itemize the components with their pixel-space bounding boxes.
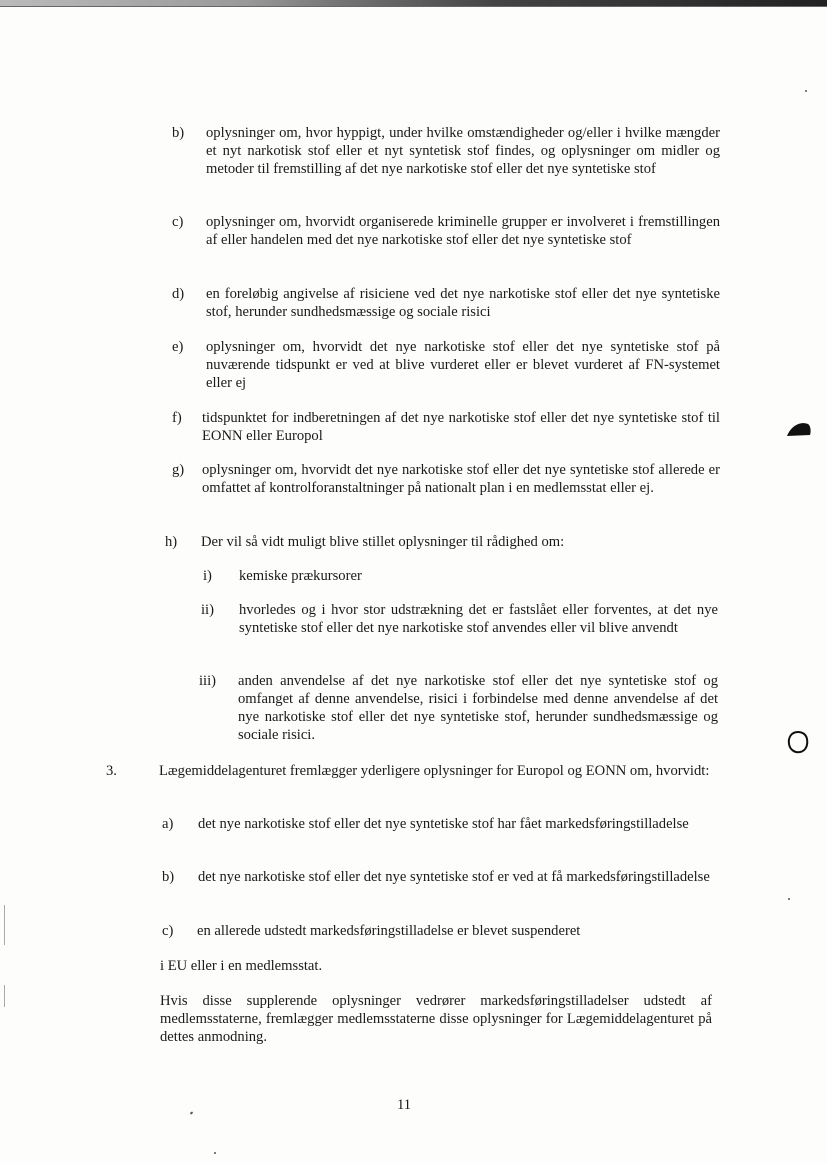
item-text: oplysninger om, hvorvidt det nye narkotiske stof eller det nye syntetiske stof allerede er omfattet af kontrolforanstaltninger på nationalt plan i en medlemsstat eller ej. xyxy=(202,462,720,496)
item-text: tidspunktet for indberetningen af det nye narkotiske stof eller det nye syntetiske stof til EONN eller Europol xyxy=(202,410,720,444)
item-label: d) xyxy=(172,286,185,302)
scan-circle-icon xyxy=(786,729,810,755)
scan-dot xyxy=(214,1152,216,1154)
scan-left-edge-line xyxy=(4,985,5,1007)
list-item-c xyxy=(172,213,720,267)
sub-item-text: hvorledes og i hvor stor udstrækning det er fastslået eller forventes, at det nye syntetiske stof eller det nye narkotiske stof anvendes eller vil blive anvendt xyxy=(239,602,718,636)
item-text: oplysninger om, hvorvidt det nye narkotiske stof eller det nye syntetiske stof på nuværende tidspunkt er ved at blive vurderet eller er blevet vurderet af FN-systemet eller ej xyxy=(206,339,720,391)
page-number: 11 xyxy=(396,1097,412,1113)
section-3-item-b xyxy=(162,868,714,904)
section-3-item-a xyxy=(162,815,714,851)
item-label: a) xyxy=(162,816,174,832)
scan-dot xyxy=(805,90,807,92)
section-3-item-c xyxy=(162,922,714,940)
sub-item-text: anden anvendelse af det nye narkotiske stof eller det nye syntetiske stof og omfanget af denne anvendelse, risici i forbindelse med denne anvendelse af det nye narkotiske stof eller det nye syntetiske stof, herunder sundhedsmæssige og sociale risici. xyxy=(238,673,718,743)
item-text: det nye narkotiske stof eller det nye syntetiske stof har fået markedsføringstilladelse xyxy=(198,816,689,832)
item-label: g) xyxy=(172,462,185,478)
item-label: f) xyxy=(172,410,182,426)
sub-item-text: kemiske prækursorer xyxy=(239,568,362,584)
sub-item-iii xyxy=(199,672,718,744)
item-text: oplysninger om, hvorvidt organiserede kriminelle grupper er involveret i fremstillingen af eller handelen med det nye narkotiske stof eller det nye syntetiske stof xyxy=(206,214,720,248)
list-item-d xyxy=(172,285,720,321)
sub-item-label: i) xyxy=(203,568,212,584)
sub-item-ii xyxy=(201,601,718,655)
final-paragraph: Hvis disse supplerende oplysninger vedrører markedsføringstilladelser udstedt af medlemsstaterne, fremlægger medlemsstaterne disse oplysninger for Lægemiddelagenturet på dettes anmodning. xyxy=(160,993,712,1045)
scan-dot xyxy=(788,898,790,900)
sub-item-i xyxy=(203,567,718,585)
item-text: Der vil så vidt muligt blive stillet oplysninger til rådighed om: xyxy=(201,534,565,550)
section-3 xyxy=(106,762,718,798)
item-text: det nye narkotiske stof eller det nye syntetiske stof er ved at få markedsføringstilladelse xyxy=(198,869,710,885)
section-number: 3. xyxy=(106,763,117,779)
item-text: oplysninger om, hvor hyppigt, under hvilke omstændigheder og/eller i hvilke mængder et nyt narkotisk stof eller et nyt syntetisk stof findes, og oplysninger om midler og metoder til fremstilling af det nye narkotiske stof eller det nye syntetiske stof xyxy=(206,125,720,177)
item-label: h) xyxy=(165,534,178,550)
item-label: b) xyxy=(172,125,185,141)
scan-left-edge-line xyxy=(4,905,5,945)
scan-top-edge-line xyxy=(0,6,827,7)
list-item-f xyxy=(172,409,720,445)
scan-blob-icon xyxy=(786,420,812,438)
sub-item-label: iii) xyxy=(199,673,217,689)
list-item-b xyxy=(172,124,720,196)
scan-dot xyxy=(190,1111,194,1114)
list-item-h xyxy=(165,533,720,551)
sub-item-label: ii) xyxy=(201,602,214,618)
list-item-g xyxy=(172,461,720,515)
item-label: c) xyxy=(172,214,184,230)
item-text: en foreløbig angivelse af risiciene ved det nye narkotiske stof eller det nye syntetiske stof, herunder sundhedsmæssige og sociale risici xyxy=(206,286,720,320)
section-intro: Lægemiddelagenturet fremlægger yderligere oplysninger for Europol og EONN om, hvorvidt: xyxy=(159,763,710,779)
item-label: b) xyxy=(162,869,175,885)
item-label: c) xyxy=(162,923,174,939)
list-item-e xyxy=(172,338,720,392)
section-3-closing: i EU eller i en medlemsstat. xyxy=(160,958,323,974)
item-text: en allerede udstedt markedsføringstilladelse er blevet suspenderet xyxy=(197,923,581,939)
item-label: e) xyxy=(172,339,184,355)
